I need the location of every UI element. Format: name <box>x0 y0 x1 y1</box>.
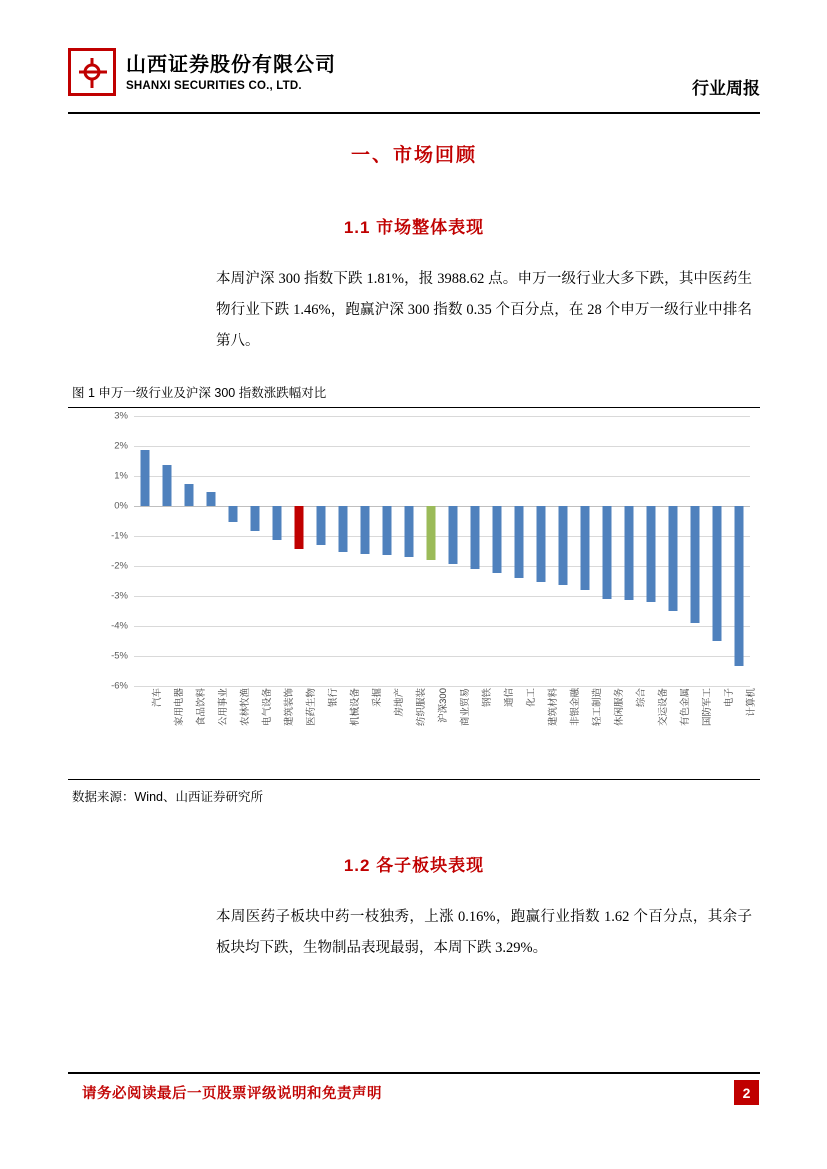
chart-x-slot <box>178 686 207 772</box>
chart-bar <box>251 506 260 532</box>
x-axis-tick-label: 国防军工 <box>702 687 713 726</box>
chart-bar-slot <box>640 416 662 686</box>
x-axis-tick-label: 银行 <box>328 687 339 707</box>
chart-bar-slot <box>486 416 508 686</box>
chart-bar-slot <box>266 416 288 686</box>
y-axis-tick-label: 0% <box>114 500 128 512</box>
chart-x-slot <box>728 686 757 772</box>
header-divider <box>68 112 760 114</box>
chart-bar <box>471 506 480 569</box>
chart-bar-slot <box>706 416 728 686</box>
footer-divider <box>68 1072 760 1074</box>
chart-bar <box>559 506 568 586</box>
chart-x-slot <box>244 686 273 772</box>
chart-bar-slot <box>530 416 552 686</box>
chart-bar <box>669 506 678 611</box>
chart-bar <box>317 506 326 545</box>
chart-bar-slot <box>134 416 156 686</box>
x-axis-tick-label: 钢铁 <box>482 687 493 707</box>
chart-bar <box>163 465 172 506</box>
chart-bar <box>713 506 722 641</box>
chart-bar-slot <box>508 416 530 686</box>
chart-bar-slot <box>244 416 266 686</box>
y-axis-tick-label: -4% <box>111 620 128 632</box>
x-axis-tick-label: 有色金属 <box>680 687 691 726</box>
y-axis-tick-label: 1% <box>114 470 128 482</box>
chart-bar <box>207 492 216 506</box>
chart-bar-slot <box>332 416 354 686</box>
chart-x-slot <box>596 686 625 772</box>
chart-x-slot <box>706 686 735 772</box>
y-axis-tick-label: 3% <box>114 410 128 422</box>
y-axis-tick-label: -5% <box>111 650 128 662</box>
chart-bar-slot <box>288 416 310 686</box>
chart-bar-slot <box>728 416 750 686</box>
x-axis-tick-label: 家用电器 <box>174 687 185 726</box>
x-axis-tick-label: 化工 <box>526 687 537 707</box>
chart-x-slot <box>552 686 581 772</box>
chart-bar-slot <box>464 416 486 686</box>
chart-plot-area <box>111 410 750 696</box>
chart-bar <box>691 506 700 623</box>
chart-x-slot <box>222 686 251 772</box>
x-axis-tick-label: 沪深300 <box>438 687 449 723</box>
figure-1 <box>68 380 760 805</box>
chart-bar-slot <box>442 416 464 686</box>
chart-bar <box>449 506 458 565</box>
chart-bar-slot <box>310 416 332 686</box>
chart-bar <box>295 506 304 550</box>
chart-bar-slot <box>596 416 618 686</box>
company-name-en: SHANXI SECURITIES CO., LTD. <box>126 79 302 92</box>
chart-bar <box>405 506 414 557</box>
chart-x-slot <box>310 686 339 772</box>
chart-x-slot <box>398 686 427 772</box>
chart-x-slot <box>464 686 493 772</box>
document-body <box>68 126 760 964</box>
subsection-title-1-2: 1.2 各子板块表现 <box>343 855 485 875</box>
chart-x-slot <box>574 686 603 772</box>
chart-bar <box>383 506 392 556</box>
x-axis-tick-label: 通信 <box>504 687 515 707</box>
subsection-paragraph-1-2: 本周医药子板块中药一枝独秀，上涨 0.16%，跑赢行业指数 1.62 个百分点，其余子板块均下跌，生物制品表现最弱，本周下跌 3.29%。 <box>216 908 752 956</box>
chart-x-slot <box>376 686 405 772</box>
x-axis-tick-label: 商业贸易 <box>460 687 471 726</box>
footer-disclaimer: 请务必阅读最后一页股票评级说明和免责声明 <box>82 1086 382 1102</box>
x-axis-tick-label: 交运设备 <box>658 687 669 726</box>
y-axis-tick-label: -2% <box>111 560 128 572</box>
chart-bar-slot <box>662 416 684 686</box>
chart-bar-slot <box>398 416 420 686</box>
chart-x-slot <box>200 686 229 772</box>
x-axis-tick-label: 电子 <box>724 687 735 707</box>
x-axis-tick-label: 建筑装饰 <box>284 687 295 726</box>
chart-bar-slot <box>684 416 706 686</box>
x-axis-tick-label: 电气设备 <box>262 687 273 726</box>
chart-x-slot <box>640 686 669 772</box>
chart-bar-slot <box>200 416 222 686</box>
figure-caption: 图 1 申万一级行业及沪深 300 指数涨跌幅对比 <box>68 380 760 408</box>
chart-bar <box>537 506 546 583</box>
company-name-cn: 山西证券股份有限公司 <box>126 53 336 76</box>
subsection-paragraph-1-1: 本周沪深 300 指数下跌 1.81%，报 3988.62 点。申万一级行业大多下跌，其中医药生物行业下跌 1.46%，跑赢沪深 300 指数 0.35 个百分点，在 28 个申万一级行业中排名第八。 <box>216 271 752 350</box>
x-axis-tick-label: 汽车 <box>152 687 163 707</box>
chart-x-slot <box>332 686 361 772</box>
chart-x-slot <box>288 686 317 772</box>
chart-bar-slot <box>618 416 640 686</box>
page-number-badge: 2 <box>734 1080 759 1105</box>
x-axis-tick-label: 采掘 <box>372 687 383 707</box>
y-axis-tick-label: -6% <box>111 680 128 692</box>
chart-bar <box>427 506 436 560</box>
chart-bar <box>273 506 282 541</box>
chart-bar-slot <box>354 416 376 686</box>
chart-bar <box>361 506 370 554</box>
bar-chart <box>68 408 760 780</box>
x-axis-tick-label: 医药生物 <box>306 687 317 726</box>
chart-bar <box>515 506 524 578</box>
chart-x-slot <box>684 686 713 772</box>
chart-bar-slot <box>376 416 398 686</box>
chart-bar <box>493 506 502 574</box>
x-axis-tick-label: 公用事业 <box>218 687 229 726</box>
chart-x-slot <box>266 686 295 772</box>
chart-x-slot <box>618 686 647 772</box>
chart-x-slot <box>354 686 383 772</box>
x-axis-tick-label: 房地产 <box>394 687 405 717</box>
chart-x-slot <box>530 686 559 772</box>
chart-x-slot <box>442 686 471 772</box>
x-axis-tick-label: 纺织服装 <box>416 687 427 726</box>
x-axis-tick-label: 非银金融 <box>570 687 581 726</box>
x-axis-tick-label: 机械设备 <box>350 687 361 726</box>
chart-bar <box>229 506 238 523</box>
chart-bar <box>581 506 590 590</box>
x-axis-tick-label: 计算机 <box>746 687 757 717</box>
chart-bar-slot <box>552 416 574 686</box>
chart-bar-slot <box>420 416 442 686</box>
chart-x-slot <box>662 686 691 772</box>
chart-bar-slot <box>574 416 596 686</box>
chart-bar <box>603 506 612 599</box>
chart-bar-slot <box>178 416 200 686</box>
chart-x-slot <box>134 686 163 772</box>
chart-bar <box>141 450 150 506</box>
chart-x-slot <box>508 686 537 772</box>
page-header <box>68 48 760 110</box>
x-axis-tick-label: 农林牧渔 <box>240 687 251 726</box>
chart-x-slot <box>420 686 449 772</box>
y-axis-tick-label: 2% <box>114 440 128 452</box>
y-axis-tick-label: -3% <box>111 590 128 602</box>
chart-bar <box>625 506 634 601</box>
chart-bar-slot <box>222 416 244 686</box>
shanxi-securities-logo-icon <box>68 48 116 96</box>
chart-bar-slot <box>156 416 178 686</box>
y-axis-tick-label: -1% <box>111 530 128 542</box>
company-logo <box>68 48 336 96</box>
x-axis-tick-label: 轻工制造 <box>592 687 603 726</box>
x-axis-labels <box>134 686 757 772</box>
chart-bar <box>735 506 744 667</box>
y-axis-labels <box>94 410 128 692</box>
document-type-label: 行业周报 <box>692 79 760 98</box>
x-axis-tick-label: 综合 <box>636 687 647 707</box>
figure-source: 数据来源：Wind、山西证券研究所 <box>72 789 263 804</box>
x-axis-tick-label: 食品饮料 <box>196 687 207 726</box>
x-axis-tick-label: 建筑材料 <box>548 687 559 726</box>
chart-bar <box>185 484 194 506</box>
section-title: 一、市场回顾 <box>350 145 477 166</box>
chart-x-slot <box>486 686 515 772</box>
subsection-title-1-1: 1.1 市场整体表现 <box>343 218 485 237</box>
chart-bars <box>134 416 750 686</box>
chart-x-slot <box>156 686 185 772</box>
chart-bar <box>339 506 348 553</box>
chart-bar <box>647 506 656 602</box>
x-axis-tick-label: 休闲服务 <box>614 687 625 726</box>
